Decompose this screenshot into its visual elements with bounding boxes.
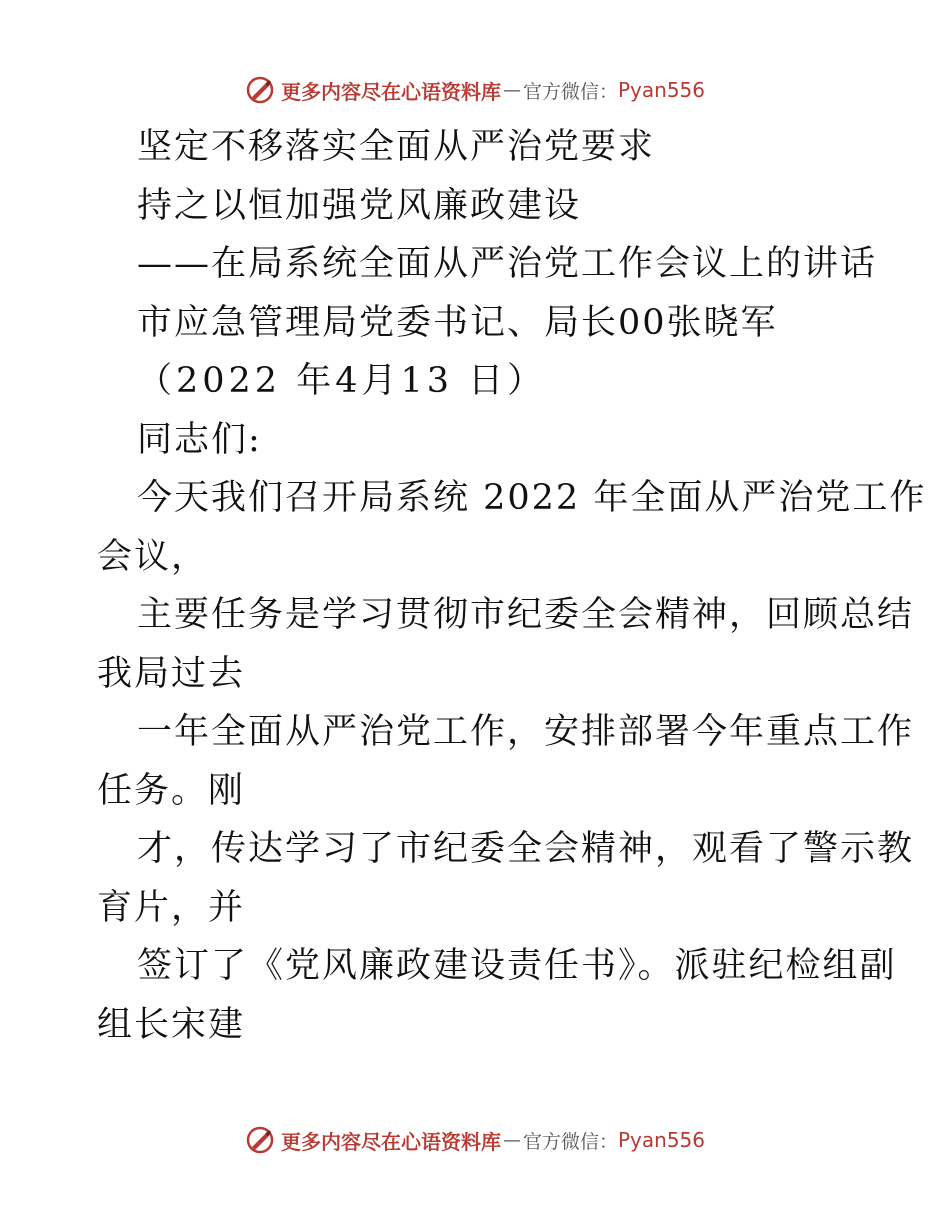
watermark-wechat-id: Pyan556: [618, 1128, 706, 1152]
doc-date: （2022 年4月13 日）: [137, 361, 547, 401]
watermark-wechat-label: 官方微信：: [522, 1130, 618, 1153]
doc-paragraph-line: 育片，并: [97, 887, 246, 928]
watermark-brand: 更多内容尽在心语资料库: [280, 79, 501, 104]
doc-paragraph-line: 会议，: [97, 536, 209, 577]
header-watermark: [0, 70, 950, 110]
doc-paragraph-line: 才，传达学习了市纪委全会精神，观看了警示教: [137, 829, 915, 869]
doc-paragraph-line: 主要任务是学习贯彻市纪委全会精神，回顾总结: [137, 595, 915, 635]
doc-paragraph-line: 今天我们召开局系统 2022 年全面从严治党工作: [137, 478, 927, 518]
doc-paragraph-line: 一年全面从严治党工作，安排部署今年重点工作: [137, 712, 915, 752]
pen-logo-icon: [245, 75, 275, 105]
doc-subtitle: ——在局系统全面从严治党工作会议上的讲话: [137, 244, 878, 284]
watermark-dash: —: [502, 1129, 521, 1151]
doc-author: 市应急管理局党委书记、局长00张晓军: [137, 302, 778, 343]
doc-paragraph-line: 组长宋建: [97, 1004, 246, 1045]
doc-title-line-2: 持之以恒加强党风廉政建设: [137, 185, 582, 226]
doc-salutation: 同志们:: [137, 419, 262, 460]
watermark-wechat-label: 官方微信：: [522, 80, 618, 103]
pen-logo-icon: [245, 1125, 275, 1155]
watermark-wechat-id: Pyan556: [618, 78, 706, 102]
watermark-brand: 更多内容尽在心语资料库: [280, 1129, 501, 1154]
doc-paragraph-line: 签订了《党风廉政建设责任书》。派驻纪检组副: [137, 946, 897, 986]
document-body: [97, 118, 927, 1054]
footer-watermark: [0, 1120, 950, 1160]
doc-paragraph-line: 我局过去: [97, 653, 246, 694]
doc-paragraph-line: 任务。刚: [97, 770, 246, 811]
watermark-dash: —: [502, 79, 521, 101]
doc-title-line-1: 坚定不移落实全面从严治党要求: [137, 127, 656, 167]
